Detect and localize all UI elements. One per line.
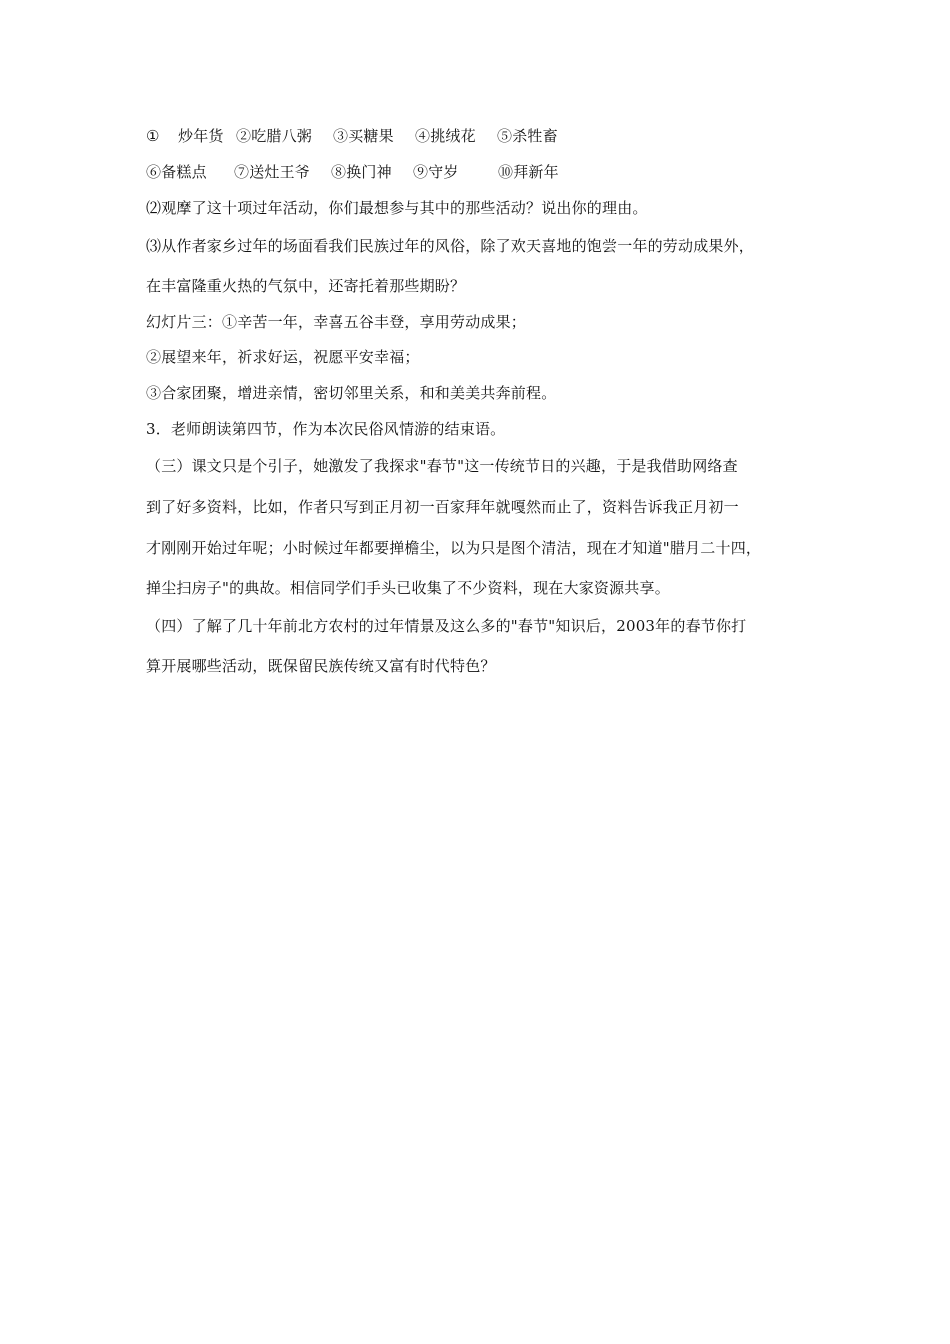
slide-3-line-2: ②展望来年，祈求好运，祝愿平安幸福； <box>146 348 420 366</box>
activity-item: ⑥备糕点 <box>146 163 207 181</box>
activity-item: ⑤杀牲畜 <box>497 127 558 145</box>
activity-item: ⑦送灶王爷 <box>234 163 311 181</box>
section-3-line-1: （三）课文只是个引子，她激发了我探求"春节"这一传统节日的兴趣，于是我借助网络查 <box>146 457 738 475</box>
activity-list-row-2 <box>146 162 836 182</box>
activity-list-row-1 <box>146 126 836 146</box>
activity-item: ⑩拜新年 <box>498 163 559 181</box>
item-3: 3．老师朗读第四节，作为本次民俗风情游的结束语。 <box>146 420 506 438</box>
activity-item: ③买糖果 <box>333 127 394 145</box>
activity-item: 炒年货 <box>178 127 224 145</box>
section-4-line-1: （四）了解了几十年前北方农村的过年情景及这么多的"春节"知识后，2003年的春节你打 <box>146 617 747 635</box>
section-3-line-2: 到了好多资料，比如，作者只写到正月初一百家拜年就嘎然而止了，资料告诉我正月初一 <box>146 498 739 516</box>
slide-3-line-3: ③合家团聚，增进亲情，密切邻里关系，和和美美共奔前程。 <box>146 384 557 402</box>
section-4-line-2: 算开展哪些活动，既保留民族传统又富有时代特色？ <box>146 657 496 675</box>
section-3-line-4: 掸尘扫房子"的典故。相信同学们手头已收集了不少资料，现在大家资源共享。 <box>146 579 670 597</box>
question-3-line-1: ⑶从作者家乡过年的场面看我们民族过年的风俗，除了欢天喜地的饱尝一年的劳动成果外， <box>146 237 755 255</box>
question-3-line-2: 在丰富隆重火热的气氛中，还寄托着那些期盼？ <box>146 277 466 295</box>
question-2: ⑵观摩了这十项过年活动，你们最想参与其中的那些活动？说出你的理由。 <box>146 199 648 217</box>
activity-number-1: ① <box>146 127 160 145</box>
section-3-line-3: 才刚刚开始过年呢；小时候过年都要掸檐尘，以为只是图个清洁，现在才知道"腊月二十四， <box>146 539 762 557</box>
activity-item: ⑨守岁 <box>413 163 459 181</box>
activity-item: ②吃腊八粥 <box>236 127 313 145</box>
activity-item: ④挑绒花 <box>415 127 476 145</box>
activity-item: ⑧换门神 <box>331 163 392 181</box>
slide-3-line-1: 幻灯片三：①辛苦一年，幸喜五谷丰登，享用劳动成果； <box>146 313 527 331</box>
